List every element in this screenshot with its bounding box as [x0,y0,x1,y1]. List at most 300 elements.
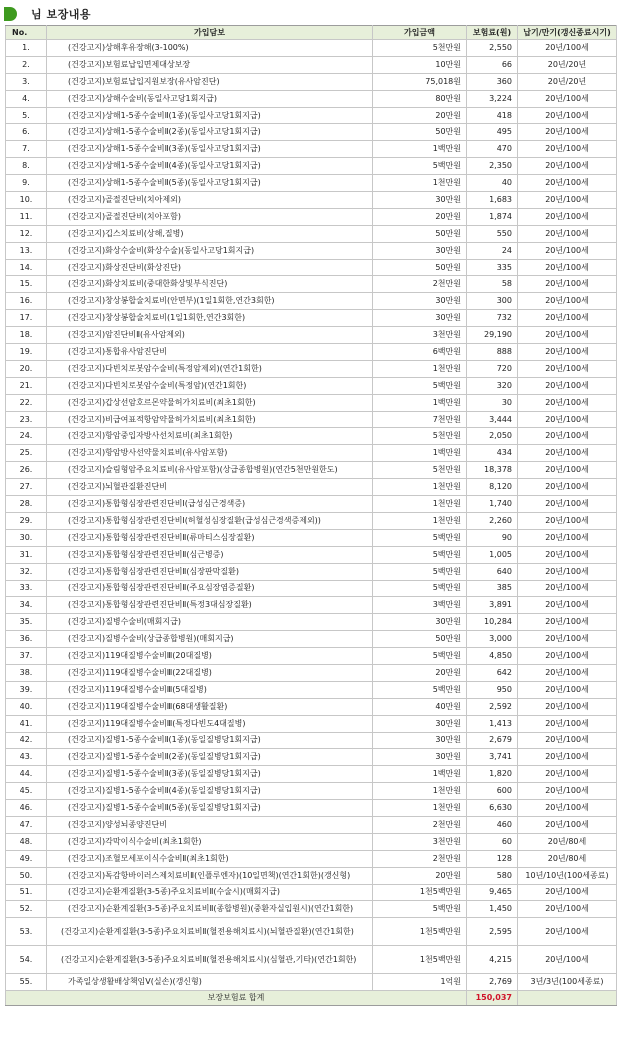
coverage-name: (건강고지)순환계질환(3-5종)주요치료비Ⅱ(혈전용해치료시)(심혈관,기타)(연간1회한) [47,946,373,974]
coverage-name: (건강고지)조혈모세포이식수술비Ⅱ(최초1회한) [47,850,373,867]
coverage-term: 20년/100세 [518,816,617,833]
row-number: 55. [6,974,47,991]
row-number: 14. [6,259,47,276]
coverage-premium: 732 [467,310,518,327]
coverage-term: 20년/100세 [518,90,617,107]
coverage-name: (건강고지)통합형심장관련진단비Ⅱ(심장판막질환) [47,563,373,580]
section-title: 님 보장내용 [31,8,91,21]
coverage-amount: 50만원 [373,259,467,276]
row-number: 17. [6,310,47,327]
coverage-name: (건강고지)비급여표적항암약물허가치료비(최초1회한) [47,411,373,428]
coverage-name: (건강고지)순환계질환(3-5종)주요치료비Ⅱ(종합병원)(중환자실입원시)(연간1회한) [47,901,373,918]
coverage-premium: 58 [467,276,518,293]
coverage-premium: 24 [467,242,518,259]
row-number: 7. [6,141,47,158]
table-row [6,732,617,749]
coverage-name: (건강고지)통합형심장관련진단비Ⅰ(급성심근경색증) [47,496,373,513]
table-row [6,715,617,732]
coverage-name: (건강고지)119대질병수술비Ⅲ(특정다빈도4대질병) [47,715,373,732]
table-row [6,40,617,57]
coverage-name: (건강고지)골절진단비(치아제외) [47,192,373,209]
coverage-term: 3년/3년(100세종료) [518,974,617,991]
coverage-term: 20년/100세 [518,428,617,445]
coverage-amount: 5백만원 [373,901,467,918]
table-row [6,631,617,648]
coverage-amount: 30만원 [373,242,467,259]
coverage-premium: 4,850 [467,648,518,665]
row-number: 53. [6,918,47,946]
row-number: 33. [6,580,47,597]
coverage-amount: 7천만원 [373,411,467,428]
row-number: 30. [6,529,47,546]
coverage-amount: 10만원 [373,56,467,73]
coverage-name: (건강고지)통합형심장관련진단비Ⅰ(허혈성심장질환(급성심근경색증제외)) [47,512,373,529]
coverage-term: 20년/100세 [518,918,617,946]
table-row [6,107,617,124]
row-number: 50. [6,867,47,884]
row-number: 10. [6,192,47,209]
coverage-term: 20년/100세 [518,563,617,580]
coverage-term: 20년/100세 [518,192,617,209]
coverage-name: (건강고지)질병1-5종수술비Ⅱ(2종)(동일질병당1회지급) [47,749,373,766]
table-row [6,833,617,850]
row-number: 40. [6,698,47,715]
coverage-term: 20년/100세 [518,946,617,974]
row-number: 29. [6,512,47,529]
coverage-term: 20년/100세 [518,597,617,614]
coverage-term: 20년/80세 [518,850,617,867]
row-number: 18. [6,327,47,344]
coverage-premium: 434 [467,445,518,462]
table-row [6,242,617,259]
coverage-name: (건강고지)보험료납입면제대상보장 [47,56,373,73]
coverage-amount: 1천5백만원 [373,946,467,974]
row-number: 28. [6,496,47,513]
table-row [6,597,617,614]
row-number: 22. [6,394,47,411]
coverage-amount: 5백만원 [373,377,467,394]
coverage-amount: 3천만원 [373,327,467,344]
coverage-term: 20년/100세 [518,225,617,242]
coverage-premium: 950 [467,681,518,698]
coverage-premium: 40 [467,175,518,192]
coverage-amount: 1천만원 [373,512,467,529]
coverage-premium: 460 [467,816,518,833]
coverage-name: (건강고지)순환계질환(3-5종)주요치료비Ⅱ(혈전용해치료시)(뇌혈관질환)(연간1회한) [47,918,373,946]
coverage-amount: 1천만원 [373,783,467,800]
coverage-premium: 1,820 [467,766,518,783]
table-row [6,445,617,462]
coverage-amount: 30만원 [373,192,467,209]
coverage-amount: 2천만원 [373,816,467,833]
table-row [6,563,617,580]
table-row [6,56,617,73]
coverage-name: (건강고지)질병수술비(매회지급) [47,614,373,631]
coverage-term: 20년/100세 [518,884,617,901]
coverage-premium: 3,224 [467,90,518,107]
coverage-premium: 2,050 [467,428,518,445]
coverage-amount: 5백만원 [373,681,467,698]
row-number: 4. [6,90,47,107]
coverage-term: 20년/100세 [518,698,617,715]
coverage-term: 20년/100세 [518,800,617,817]
table-row [6,664,617,681]
coverage-premium: 3,000 [467,631,518,648]
row-number: 3. [6,73,47,90]
table-row [6,901,617,918]
coverage-amount: 30만원 [373,293,467,310]
coverage-amount: 30만원 [373,749,467,766]
coverage-rows [6,40,617,991]
coverage-name: (건강고지)상해수술비(동일사고당1회지급) [47,90,373,107]
coverage-premium: 3,741 [467,749,518,766]
table-row [6,90,617,107]
header-premium: 보험료(원) [467,26,518,40]
coverage-premium: 2,550 [467,40,518,57]
coverage-amount: 5백만원 [373,580,467,597]
table-row [6,614,617,631]
coverage-name: (건강고지)보험료납입지원보장(유사암진단) [47,73,373,90]
coverage-term: 20년/100세 [518,208,617,225]
table-row [6,158,617,175]
coverage-term: 20년/100세 [518,124,617,141]
coverage-term: 20년/100세 [518,394,617,411]
coverage-term: 20년/100세 [518,766,617,783]
coverage-premium: 9,465 [467,884,518,901]
table-row [6,681,617,698]
coverage-premium: 8,120 [467,479,518,496]
coverage-name: (건강고지)상해1-5종수술비Ⅱ(1종)(동일사고당1회지급) [47,107,373,124]
table-header-row [6,26,617,40]
coverage-table [5,25,617,1006]
coverage-amount: 50만원 [373,124,467,141]
coverage-amount: 1천5백만원 [373,884,467,901]
coverage-term: 20년/100세 [518,344,617,361]
coverage-term: 20년/100세 [518,175,617,192]
row-number: 47. [6,816,47,833]
coverage-amount: 1천만원 [373,479,467,496]
coverage-amount: 5백만원 [373,529,467,546]
coverage-name: (건강고지)119대질병수술비Ⅲ(5대질병) [47,681,373,698]
coverage-premium: 2,592 [467,698,518,715]
coverage-term: 20년/100세 [518,732,617,749]
table-row [6,479,617,496]
header-coverage: 가입담보 [47,26,373,40]
coverage-premium: 1,740 [467,496,518,513]
coverage-name: (건강고지)상해1-5종수술비Ⅱ(4종)(동일사고당1회지급) [47,158,373,175]
table-row [6,394,617,411]
coverage-name: (건강고지)항암중입자방사선치료비(최초1회한) [47,428,373,445]
coverage-amount: 5백만원 [373,546,467,563]
coverage-premium: 1,005 [467,546,518,563]
coverage-amount: 3백만원 [373,597,467,614]
coverage-name: (건강고지)질병1-5종수술비Ⅱ(1종)(동일질병당1회지급) [47,732,373,749]
coverage-premium: 1,683 [467,192,518,209]
coverage-term: 20년/100세 [518,293,617,310]
coverage-amount: 1백만원 [373,445,467,462]
coverage-name: (건강고지)독감항바이러스제치료비Ⅱ(인플루엔자)(10일면책)(연간1회한)(갱신형) [47,867,373,884]
row-number: 2. [6,56,47,73]
row-number: 16. [6,293,47,310]
table-row [6,360,617,377]
coverage-term: 20년/100세 [518,259,617,276]
total-label: 보장보험료 합계 [6,991,467,1006]
coverage-name: (건강고지)통합형심장관련진단비Ⅱ(특정3대심장질환) [47,597,373,614]
coverage-name: (건강고지)119대질병수술비Ⅲ(22대질병) [47,664,373,681]
table-row [6,529,617,546]
coverage-term: 20년/100세 [518,749,617,766]
coverage-amount: 30만원 [373,715,467,732]
row-number: 49. [6,850,47,867]
leaf-icon [4,7,17,21]
row-number: 21. [6,377,47,394]
coverage-amount: 30만원 [373,732,467,749]
coverage-term: 20년/100세 [518,462,617,479]
coverage-amount: 2천만원 [373,850,467,867]
coverage-premium: 640 [467,563,518,580]
coverage-name: (건강고지)상해1-5종수술비Ⅱ(3종)(동일사고당1회지급) [47,141,373,158]
row-number: 5. [6,107,47,124]
coverage-amount: 20만원 [373,867,467,884]
coverage-name: (건강고지)질병1-5종수술비Ⅱ(3종)(동일질병당1회지급) [47,766,373,783]
coverage-name: (건강고지)화상치료비(중대한화상및부식진단) [47,276,373,293]
coverage-term: 20년/20년 [518,56,617,73]
coverage-term: 20년/100세 [518,496,617,513]
coverage-amount: 20만원 [373,107,467,124]
table-row [6,141,617,158]
table-row [6,310,617,327]
table-row [6,344,617,361]
row-number: 6. [6,124,47,141]
coverage-name: (건강고지)통합형심장관련진단비Ⅱ(류마티스심장질환) [47,529,373,546]
coverage-amount: 3천만원 [373,833,467,850]
coverage-premium: 2,350 [467,158,518,175]
coverage-name: (건강고지)양성뇌종양진단비 [47,816,373,833]
coverage-premium: 2,769 [467,974,518,991]
coverage-term: 20년/100세 [518,715,617,732]
table-row [6,749,617,766]
coverage-term: 20년/100세 [518,681,617,698]
coverage-term: 20년/100세 [518,580,617,597]
coverage-premium: 10,284 [467,614,518,631]
coverage-premium: 642 [467,664,518,681]
coverage-amount: 1백만원 [373,394,467,411]
total-row [6,991,617,1006]
row-number: 11. [6,208,47,225]
coverage-amount: 1천만원 [373,800,467,817]
table-row [6,124,617,141]
coverage-amount: 75,018원 [373,73,467,90]
coverage-term: 20년/100세 [518,360,617,377]
coverage-amount: 1천5백만원 [373,918,467,946]
table-row [6,867,617,884]
row-number: 15. [6,276,47,293]
total-blank [518,991,617,1006]
coverage-name: 가족일상생활배상책임Ⅴ(실손)(갱신형) [47,974,373,991]
coverage-name: (건강고지)다빈치로봇암수술비(특정암)(연간1회한) [47,377,373,394]
coverage-amount: 40만원 [373,698,467,715]
coverage-premium: 320 [467,377,518,394]
coverage-term: 20년/100세 [518,546,617,563]
total-premium: 150,037 [467,991,518,1006]
table-row [6,546,617,563]
table-row [6,225,617,242]
coverage-premium: 720 [467,360,518,377]
coverage-premium: 3,891 [467,597,518,614]
coverage-amount: 50만원 [373,225,467,242]
coverage-term: 20년/80세 [518,833,617,850]
coverage-name: (건강고지)질병수술비(상급종합병원)(매회지급) [47,631,373,648]
coverage-term: 20년/100세 [518,242,617,259]
coverage-premium: 1,413 [467,715,518,732]
row-number: 8. [6,158,47,175]
table-row [6,73,617,90]
row-number: 54. [6,946,47,974]
coverage-term: 20년/100세 [518,664,617,681]
table-row [6,462,617,479]
coverage-amount: 5천만원 [373,40,467,57]
table-row [6,816,617,833]
coverage-premium: 30 [467,394,518,411]
coverage-term: 20년/100세 [518,631,617,648]
row-number: 19. [6,344,47,361]
row-number: 13. [6,242,47,259]
coverage-term: 20년/100세 [518,40,617,57]
row-number: 39. [6,681,47,698]
coverage-premium: 470 [467,141,518,158]
coverage-premium: 90 [467,529,518,546]
coverage-amount: 30만원 [373,614,467,631]
coverage-name: (건강고지)질병1-5종수술비Ⅱ(5종)(동일질병당1회지급) [47,800,373,817]
row-number: 9. [6,175,47,192]
coverage-term: 20년/100세 [518,107,617,124]
table-row [6,496,617,513]
coverage-name: (건강고지)갑상선암호르몬약물허가치료비(최초1회한) [47,394,373,411]
coverage-name: (건강고지)슬림형암주요치료비(유사암포함)(상급종합병원)(연간5천만원한도) [47,462,373,479]
table-row [6,259,617,276]
table-row [6,175,617,192]
coverage-term: 20년/100세 [518,141,617,158]
table-row [6,850,617,867]
coverage-premium: 360 [467,73,518,90]
coverage-amount: 1백만원 [373,141,467,158]
row-number: 25. [6,445,47,462]
coverage-premium: 495 [467,124,518,141]
table-row [6,698,617,715]
row-number: 37. [6,648,47,665]
coverage-amount: 5백만원 [373,648,467,665]
row-number: 26. [6,462,47,479]
table-row [6,377,617,394]
row-number: 20. [6,360,47,377]
coverage-amount: 1억원 [373,974,467,991]
coverage-premium: 888 [467,344,518,361]
coverage-term: 20년/100세 [518,158,617,175]
coverage-amount: 5천만원 [373,462,467,479]
coverage-name: (건강고지)상해1-5종수술비Ⅱ(5종)(동일사고당1회지급) [47,175,373,192]
coverage-name: (건강고지)항암방사선약물치료비(유사암포함) [47,445,373,462]
coverage-name: (건강고지)뇌혈관질환진단비 [47,479,373,496]
coverage-amount: 1천만원 [373,175,467,192]
row-number: 52. [6,901,47,918]
coverage-name: (건강고지)119대질병수술비Ⅲ(20대질병) [47,648,373,665]
coverage-name: (건강고지)질병1-5종수술비Ⅱ(4종)(동일질병당1회지급) [47,783,373,800]
row-number: 51. [6,884,47,901]
coverage-name: (건강고지)상해후유장해(3-100%) [47,40,373,57]
row-number: 1. [6,40,47,57]
table-row [6,648,617,665]
table-row [6,946,617,974]
header-term: 납기/만기(갱신종료시기) [518,26,617,40]
table-row [6,800,617,817]
coverage-name: (건강고지)통합형심장관련진단비Ⅱ(주요심장염증질환) [47,580,373,597]
coverage-name: (건강고지)다빈치로봇암수술비(특정암제외)(연간1회한) [47,360,373,377]
coverage-term: 20년/100세 [518,479,617,496]
row-number: 46. [6,800,47,817]
coverage-term: 20년/20년 [518,73,617,90]
table-row [6,512,617,529]
table-row [6,411,617,428]
table-row [6,766,617,783]
coverage-premium: 2,260 [467,512,518,529]
coverage-term: 20년/100세 [518,783,617,800]
coverage-amount: 5천만원 [373,428,467,445]
coverage-term: 20년/100세 [518,276,617,293]
coverage-term: 20년/100세 [518,614,617,631]
coverage-amount: 30만원 [373,310,467,327]
header-amount: 가입금액 [373,26,467,40]
coverage-amount: 20만원 [373,664,467,681]
coverage-amount: 1천만원 [373,496,467,513]
table-row [6,918,617,946]
coverage-name: (건강고지)화상진단비(화상진단) [47,259,373,276]
table-row [6,276,617,293]
coverage-term: 20년/100세 [518,327,617,344]
coverage-premium: 1,874 [467,208,518,225]
coverage-amount: 50만원 [373,631,467,648]
coverage-premium: 6,630 [467,800,518,817]
row-number: 34. [6,597,47,614]
coverage-term: 20년/100세 [518,648,617,665]
coverage-premium: 2,595 [467,918,518,946]
row-number: 35. [6,614,47,631]
coverage-premium: 335 [467,259,518,276]
row-number: 38. [6,664,47,681]
coverage-premium: 4,215 [467,946,518,974]
row-number: 41. [6,715,47,732]
coverage-name: (건강고지)순환계질환(3-5종)주요치료비Ⅱ(수술시)(매회지급) [47,884,373,901]
coverage-amount: 6백만원 [373,344,467,361]
coverage-amount: 20만원 [373,208,467,225]
coverage-name: (건강고지)각막이식수술비(최초1회한) [47,833,373,850]
coverage-premium: 600 [467,783,518,800]
coverage-name: (건강고지)깁스치료비(상해,질병) [47,225,373,242]
coverage-premium: 3,444 [467,411,518,428]
coverage-name: (건강고지)통합유사암진단비 [47,344,373,361]
table-row [6,783,617,800]
row-number: 44. [6,766,47,783]
table-row [6,192,617,209]
coverage-term: 20년/100세 [518,901,617,918]
coverage-term: 20년/100세 [518,310,617,327]
row-number: 12. [6,225,47,242]
coverage-term: 20년/100세 [518,512,617,529]
row-number: 24. [6,428,47,445]
coverage-amount: 80만원 [373,90,467,107]
coverage-premium: 18,378 [467,462,518,479]
coverage-premium: 418 [467,107,518,124]
coverage-premium: 385 [467,580,518,597]
